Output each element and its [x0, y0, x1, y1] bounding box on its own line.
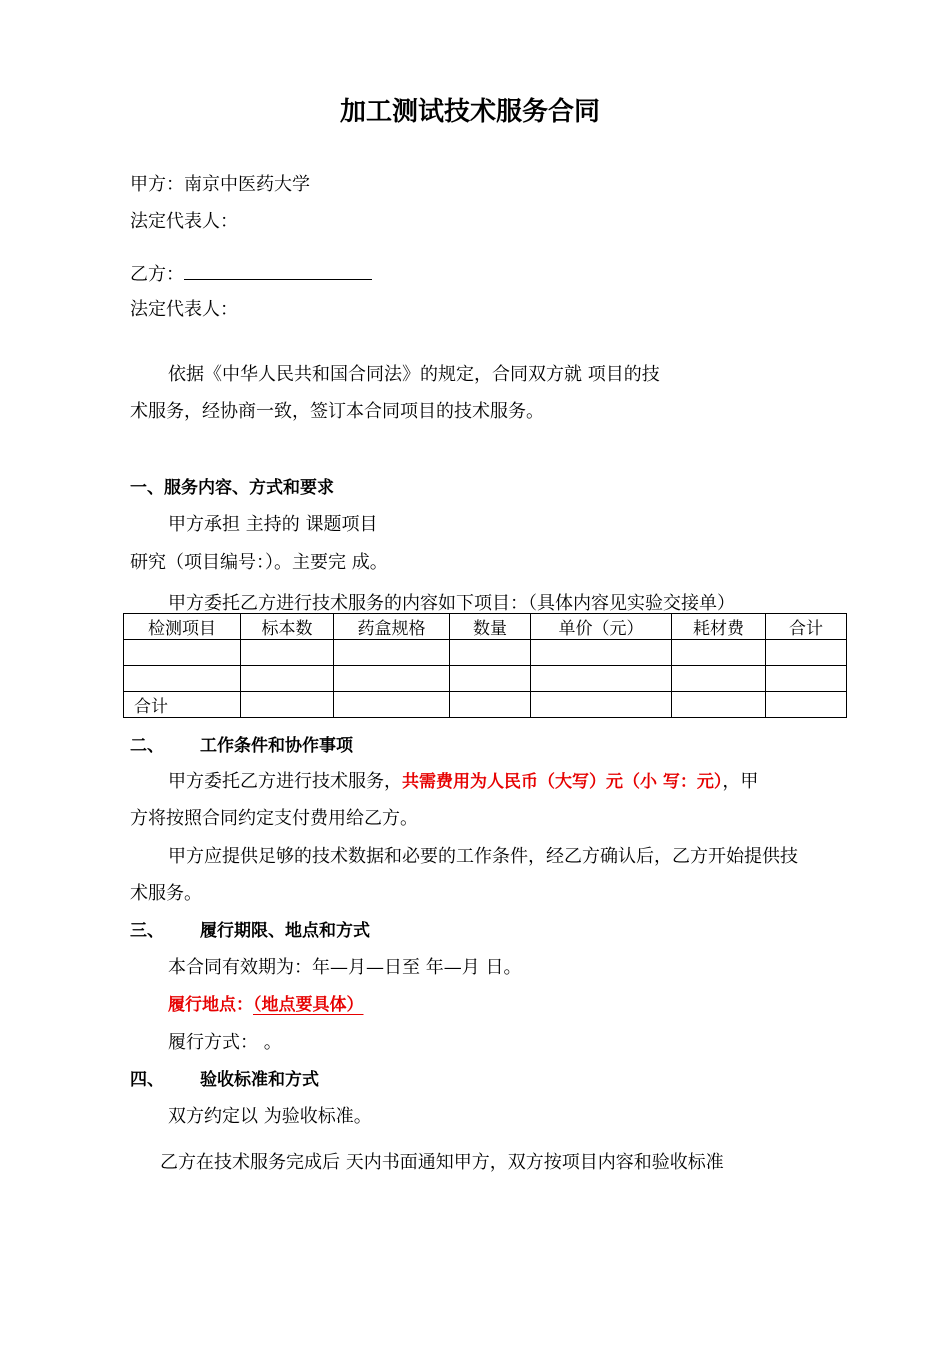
- table-cell: [450, 666, 531, 692]
- table-header-cell: 单价（元）: [531, 614, 672, 640]
- acceptance-notice: 乙方在技术服务完成后 天内书面通知甲方，双方按项目内容和验收标准: [160, 1152, 724, 1173]
- section-2-p1-post: ，甲: [722, 771, 759, 792]
- table-cell: [531, 640, 672, 666]
- contract-period: 本合同有效期为：年—月—日至 年—月 日。: [168, 957, 522, 978]
- table-header-cell: 检测项目: [124, 614, 241, 640]
- table-header-cell: 耗材费: [672, 614, 766, 640]
- table-cell: [124, 640, 241, 666]
- party-b-representative: 法定代表人：: [130, 299, 238, 320]
- party-a-line: [130, 173, 310, 197]
- section-2-p1-pre: 甲方委托乙方进行技术服务，: [168, 771, 402, 792]
- section-3-heading: 履行期限、地点和方式: [200, 921, 370, 941]
- section-1-p1-line2: 研究（项目编号：）。主要完 成。: [130, 552, 388, 573]
- intro-line-2: 术服务，经协商一致，签订本合同项目的技术服务。: [130, 401, 544, 422]
- table-cell: [241, 640, 334, 666]
- section-2-p2-line2: 术服务。: [130, 883, 202, 904]
- table-header-cell: 标本数: [241, 614, 334, 640]
- party-a-name: 南京中医药大学: [184, 174, 310, 195]
- party-b-label: 乙方：: [130, 264, 184, 285]
- performance-place-value: （地点要具体）: [253, 995, 364, 1015]
- page-title: 加工测试技术服务合同: [340, 97, 601, 127]
- table-total-label: 合计: [124, 692, 241, 718]
- table-total-row: [124, 692, 847, 718]
- section-4-number: 四、: [130, 1070, 164, 1090]
- table-cell: [531, 666, 672, 692]
- section-2-p2-line1: 甲方应提供足够的技术数据和必要的工作条件，经乙方确认后，乙方开始提供技: [168, 846, 798, 867]
- performance-place: [168, 993, 364, 1017]
- section-2-p1-line1: [168, 770, 758, 794]
- table-cell: [672, 692, 766, 718]
- section-2-p1-line2: 方将按照合同约定支付费用给乙方。: [130, 808, 418, 829]
- intro-line-1: 依据《中华人民共和国合同法》的规定，合同双方就 项目的技: [168, 364, 660, 385]
- table-cell: [766, 666, 847, 692]
- table-row: [124, 640, 847, 666]
- table-cell: [241, 666, 334, 692]
- table-cell: [450, 640, 531, 666]
- section-2-heading: 工作条件和协作事项: [200, 736, 353, 756]
- section-1-p2: 甲方委托乙方进行技术服务的内容如下项目：（具体内容见实验交接单）: [168, 593, 735, 614]
- table-cell: [672, 640, 766, 666]
- table-cell: [334, 692, 450, 718]
- table-cell: [450, 692, 531, 718]
- table-header-cell: 数量: [450, 614, 531, 640]
- party-b-line: [130, 261, 372, 287]
- table-header-cell: 药盒规格: [334, 614, 450, 640]
- party-a-label: 甲方：: [130, 174, 184, 195]
- table-cell: [766, 640, 847, 666]
- service-table: [123, 613, 847, 718]
- table-cell: [241, 692, 334, 718]
- section-1-p1-line1: 甲方承担 主持的 课题项目: [168, 514, 378, 535]
- section-1-heading: 一、服务内容、方式和要求: [130, 478, 334, 498]
- section-4-heading: 验收标准和方式: [200, 1070, 319, 1090]
- table-cell: [672, 666, 766, 692]
- table-cell: [766, 692, 847, 718]
- table-cell: [334, 640, 450, 666]
- performance-place-label: 履行地点：: [168, 995, 253, 1015]
- table-header-row: [124, 614, 847, 640]
- fee-amount-text: 共需费用为人民币（大写）元（小 写：元）: [402, 772, 723, 792]
- acceptance-standard: 双方约定以 为验收标准。: [168, 1106, 372, 1127]
- table-header-cell: 合计: [766, 614, 847, 640]
- party-b-blank: [184, 261, 372, 280]
- performance-method: 履行方式： 。: [168, 1032, 282, 1053]
- table-row: [124, 666, 847, 692]
- party-a-representative: 法定代表人：: [130, 211, 238, 232]
- table-cell: [334, 666, 450, 692]
- table-cell: [531, 692, 672, 718]
- section-2-number: 二、: [130, 736, 164, 756]
- table-cell: [124, 666, 241, 692]
- section-3-number: 三、: [130, 921, 164, 941]
